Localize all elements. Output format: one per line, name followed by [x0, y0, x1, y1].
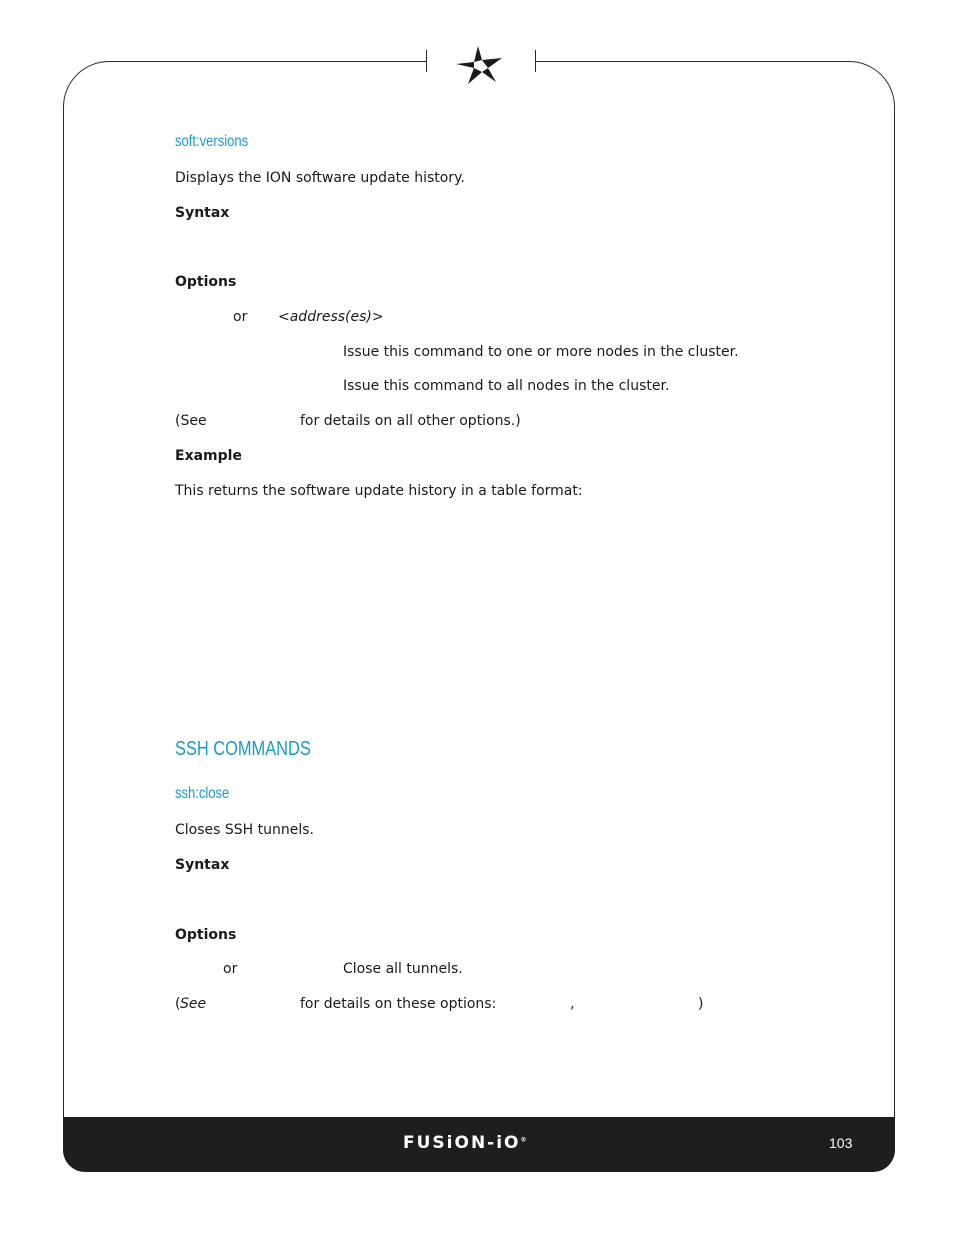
ssh-see-italic: See — [180, 996, 207, 1012]
ssh-option-description: Close all tunnels. — [343, 961, 463, 977]
ssh-close-description: Closes SSH tunnels. — [175, 822, 314, 838]
option-nodes-description: Issue this command to one or more nodes in the cluster. — [343, 344, 739, 360]
fusion-io-brand-logo: FUSiON-iO® — [403, 1133, 527, 1153]
fusion-io-star-logo-icon — [452, 42, 508, 86]
option-or: or — [233, 309, 248, 325]
frame-tick-right — [535, 50, 536, 72]
ssh-see-open-paren: ( — [175, 996, 181, 1012]
see-prefix: (See — [175, 413, 207, 429]
page-footer — [63, 1117, 895, 1172]
option-address-placeholder: <address(es)> — [278, 309, 384, 325]
ssh-see-close-paren: ) — [698, 996, 704, 1012]
options-label: Options — [175, 274, 237, 290]
ssh-see-suffix: for details on these options: — [300, 996, 497, 1012]
see-suffix: for details on all other options.) — [300, 413, 521, 429]
example-text: This returns the software update history in a table format: — [175, 483, 583, 499]
ssh-close-heading: ssh:close — [175, 785, 230, 802]
frame-tick-left — [426, 50, 427, 72]
ssh-commands-section-title: SSH COMMANDS — [175, 738, 311, 760]
option-all-description: Issue this command to all nodes in the cluster. — [343, 378, 670, 394]
soft-versions-heading: soft:versions — [175, 133, 249, 150]
ssh-see-comma: , — [570, 996, 575, 1012]
ssh-syntax-label: Syntax — [175, 857, 230, 873]
page-number: 103 — [829, 1135, 853, 1151]
syntax-label: Syntax — [175, 205, 230, 221]
ssh-options-label: Options — [175, 927, 237, 943]
soft-versions-description: Displays the ION software update history. — [175, 170, 465, 186]
ssh-option-or: or — [223, 961, 238, 977]
example-label: Example — [175, 448, 242, 464]
